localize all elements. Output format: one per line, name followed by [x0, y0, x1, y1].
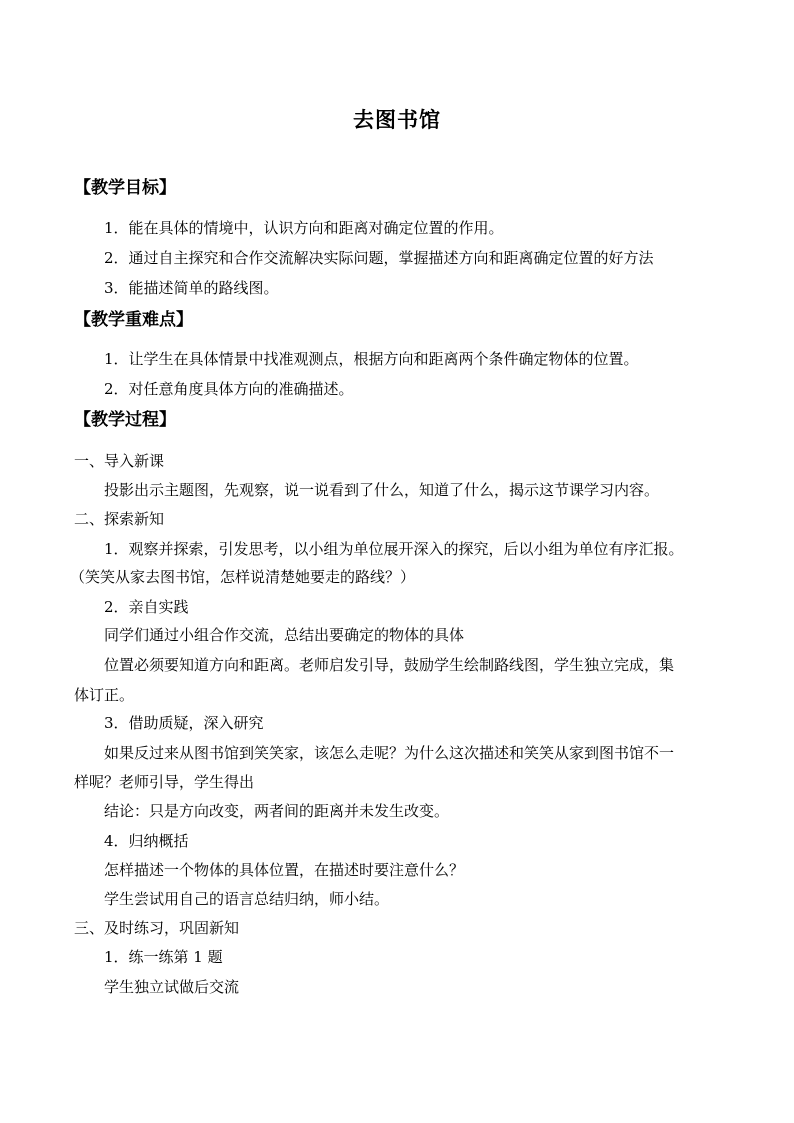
process-line: 样呢？老师引导，学生得出: [74, 773, 255, 791]
process-line: 2．亲自实践: [104, 598, 189, 616]
goal-item-1: 1．能在具体的情境中，认识方向和距离对确定位置的作用。: [104, 219, 504, 237]
difficulty-item-1: 1．让学生在具体情景中找准观测点，根据方向和距离两个条件确定物体的位置。: [104, 350, 639, 368]
process-line: 学生独立试做后交流: [104, 978, 240, 996]
process-line: 4．归纳概括: [104, 832, 189, 850]
process-line: 1．练一练第 1 题: [104, 948, 223, 966]
process-line: 二、探索新知: [74, 510, 165, 528]
section-heading-goals: 【教学目标】: [74, 178, 176, 198]
process-line: 体订正。: [74, 686, 135, 704]
goal-item-2: 2．通过自主探究和合作交流解决实际问题，掌握描述方向和距离确定位置的好方法: [104, 249, 654, 267]
process-line: 三、及时练习，巩固新知: [74, 919, 240, 937]
process-line: 学生尝试用自己的语言总结归纳，师小结。: [104, 890, 390, 908]
difficulty-item-2: 2．对任意角度具体方向的准确描述。: [104, 380, 354, 398]
process-line: 投影出示主题图，先观察，说一说看到了什么，知道了什么，揭示这节课学习内容。: [104, 481, 660, 499]
process-line: 3．借助质疑，深入研究: [104, 714, 264, 732]
process-line: 位置必须要知道方向和距离。老师启发引导，鼓励学生绘制路线图，学生独立完成，集: [104, 656, 675, 674]
section-heading-difficulties: 【教学重难点】: [74, 310, 193, 330]
process-line: 同学们通过小组合作交流，总结出要确定的物体的具体: [104, 626, 465, 644]
process-line: 结论：只是方向改变，两者间的距离并未发生改变。: [104, 802, 450, 820]
process-line: 如果反过来从图书馆到笑笑家，该怎么走呢？为什么这次描述和笑笑从家到图书馆不一: [104, 744, 675, 762]
goal-item-3: 3．能描述简单的路线图。: [104, 279, 279, 297]
document-title: 去图书馆: [353, 107, 441, 132]
process-line: 1．观察并探索，引发思考，以小组为单位展开深入的探究，后以小组为单位有序汇报。: [104, 540, 684, 558]
process-line: 怎样描述一个物体的具体位置，在描述时要注意什么？: [104, 861, 465, 879]
process-line: 一、导入新课: [74, 452, 165, 470]
process-line: （笑笑从家去图书馆，怎样说清楚她要走的路线？）: [70, 568, 416, 586]
section-heading-process: 【教学过程】: [74, 410, 176, 430]
